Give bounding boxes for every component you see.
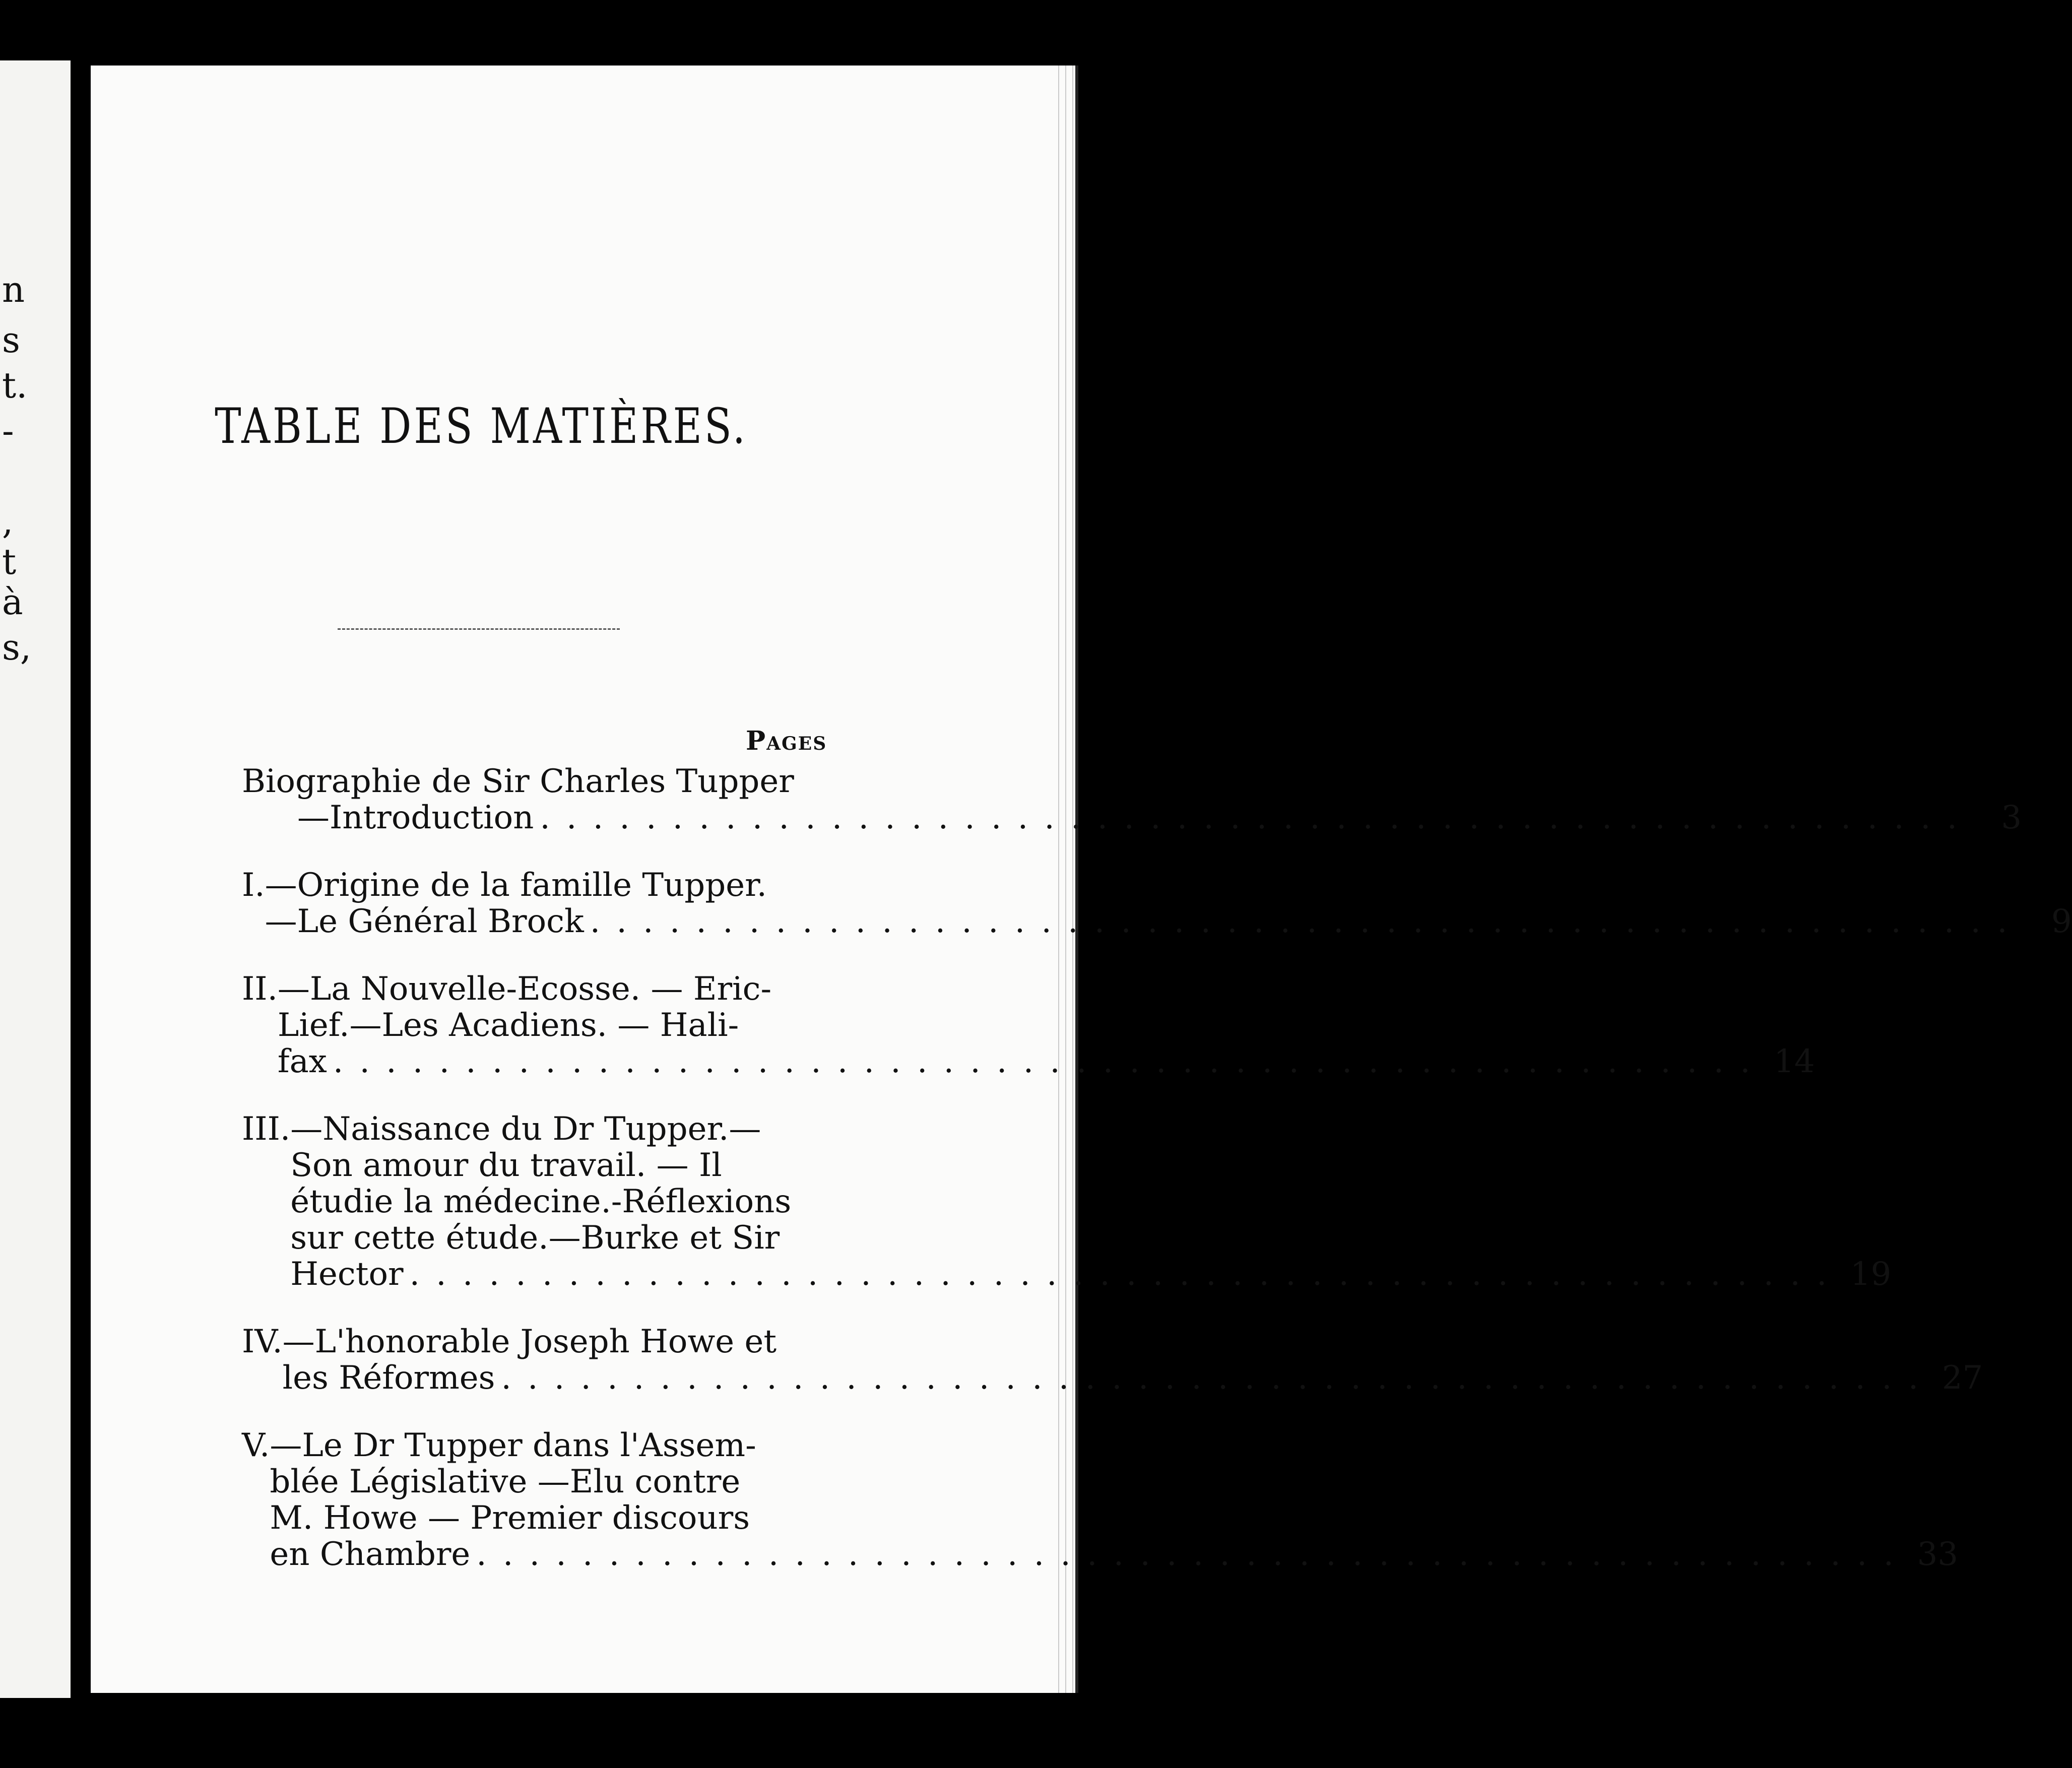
entry-last-line <box>283 1360 1983 1396</box>
entry-last-line <box>290 1256 1891 1292</box>
entry-text <box>283 1324 1983 1396</box>
entry-line: les Réformes <box>282 1359 495 1397</box>
entry-line: Son amour du travail. — Il <box>290 1147 722 1184</box>
facing-text-fragment: , <box>2 501 14 542</box>
page-number: 9 <box>2051 903 2072 940</box>
entry-line: étudie la médecine.-Réflexions <box>290 1183 792 1220</box>
entry-last-line <box>278 1043 1815 1080</box>
facing-page-fragment <box>0 60 71 1698</box>
entry-text <box>278 971 1815 1080</box>
facing-text-fragment: t <box>2 541 17 582</box>
entry-line: fax <box>277 1043 327 1080</box>
entry-line: Lief.—Les Acadiens. — Hali- <box>277 1007 739 1044</box>
toc-entry <box>242 763 2022 836</box>
entry-line: blée Législative —Elu contre <box>270 1463 741 1500</box>
entry-line: sur cette étude.—Burke et Sir <box>290 1219 780 1257</box>
chapter-number: III. <box>242 1110 291 1148</box>
page-number: 19 <box>1850 1256 1892 1293</box>
title-divider <box>338 628 620 630</box>
leader-dots <box>333 1043 1754 1080</box>
entry-line: —La Nouvelle-Ecosse. — Eric- <box>277 970 772 1008</box>
page-number: 14 <box>1774 1043 1815 1080</box>
leader-dots <box>590 903 2011 940</box>
entry-line: M. Howe — Premier discours <box>270 1499 750 1537</box>
entry-text <box>242 763 2022 836</box>
toc-entry <box>242 970 1815 1080</box>
entry-line: —Le Général Brock <box>265 903 584 940</box>
entry-text <box>270 1427 1958 1573</box>
leader-dots <box>476 1536 1897 1573</box>
facing-text-fragment: t. <box>2 365 28 406</box>
leader-dots <box>501 1360 1921 1396</box>
entry-line: —L'honorable Joseph Howe et <box>282 1323 777 1360</box>
entry-line: —Naissance du Dr Tupper.— <box>290 1110 761 1148</box>
toc-entry <box>242 1110 1892 1293</box>
chapter-number: IV. <box>242 1323 283 1360</box>
page-number: 27 <box>1941 1359 1983 1397</box>
chapter-number: II. <box>242 970 278 1008</box>
facing-text-fragment: à <box>2 581 23 623</box>
toc-entry <box>242 1427 1959 1573</box>
table-of-contents <box>242 763 2072 1604</box>
facing-text-fragment: - <box>2 410 14 451</box>
leader-dots <box>410 1256 1830 1292</box>
entry-text <box>290 1111 1891 1292</box>
entry-line: Hector <box>290 1256 404 1293</box>
pages-column-label: Pages <box>746 726 827 756</box>
entry-last-line <box>270 1536 1958 1573</box>
leader-dots <box>540 800 1960 836</box>
entry-line: —Introduction <box>297 799 534 836</box>
toc-entry <box>242 867 2072 940</box>
entry-last-line <box>265 903 2072 940</box>
page-title: TABLE DES MATIÈRES. <box>215 398 748 454</box>
entry-last-line <box>242 800 2022 836</box>
chapter-number: V. <box>242 1427 270 1464</box>
page-number: 33 <box>1917 1536 1959 1573</box>
entry-line: en Chambre <box>270 1536 471 1573</box>
chapter-number: I. <box>242 867 265 904</box>
entry-text <box>265 867 2072 940</box>
facing-text-fragment: s, <box>2 627 32 668</box>
page-number: 3 <box>2001 799 2022 836</box>
toc-entry <box>242 1323 1983 1397</box>
entry-line: —Origine de la famille Tupper. <box>265 867 767 904</box>
entry-line: Biographie de Sir Charles Tupper <box>242 763 794 800</box>
book-binding <box>71 50 91 1723</box>
facing-text-fragment: s <box>2 319 20 361</box>
facing-text-fragment: n <box>2 269 25 310</box>
book-page <box>91 66 2072 1693</box>
entry-line: —Le Dr Tupper dans l'Assem- <box>270 1427 756 1464</box>
